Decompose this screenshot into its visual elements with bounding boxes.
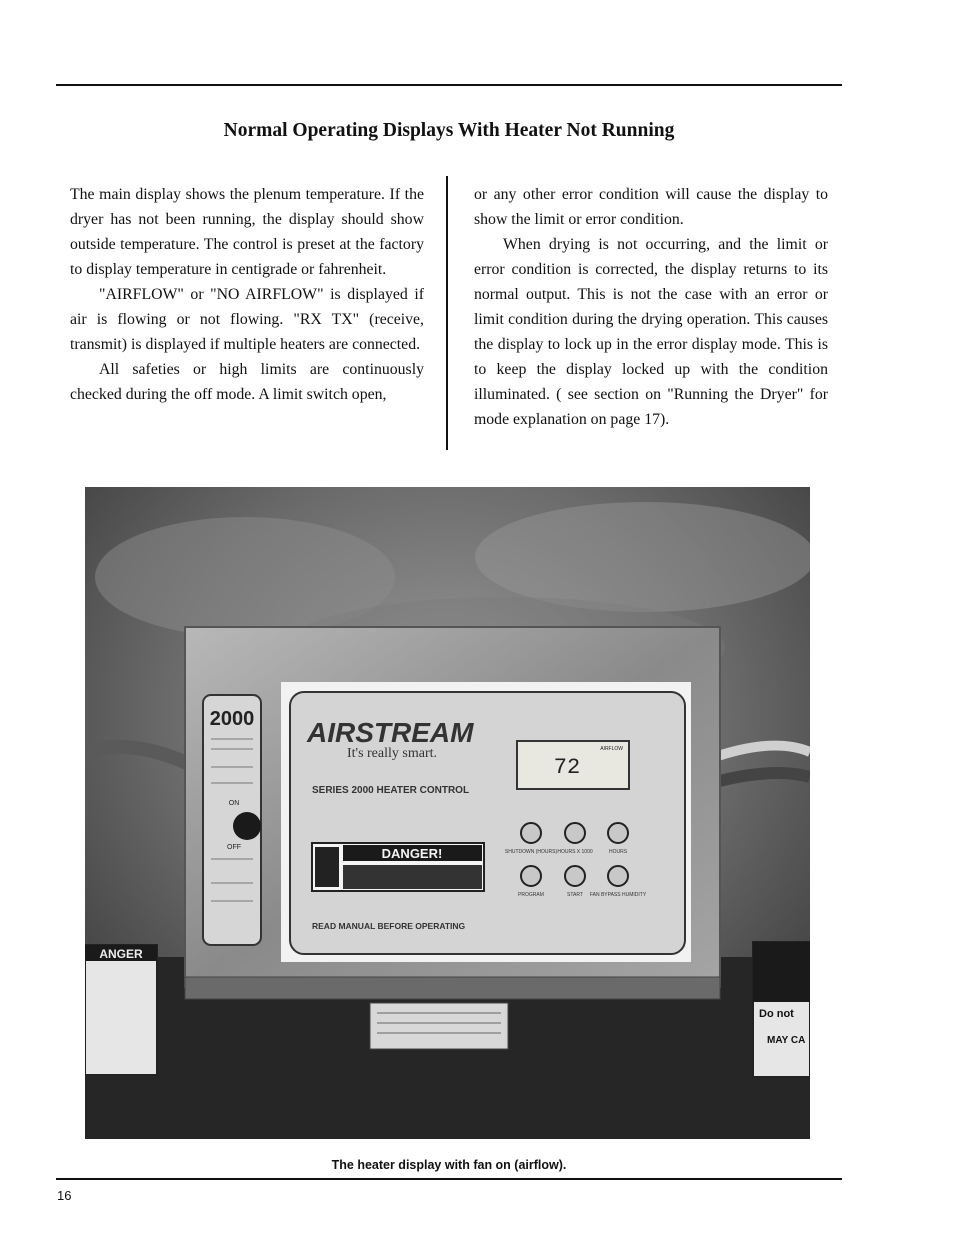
button-label: FAN BYPASS HUMIDITY (589, 892, 647, 898)
left-sign-heading: ANGER (99, 947, 143, 961)
read-manual-label: READ MANUAL BEFORE OPERATING (312, 921, 466, 931)
right-sign-text: Do not (759, 1008, 794, 1020)
left-warning-sign (85, 945, 157, 1075)
shutdown-button[interactable] (521, 823, 541, 843)
model-plate (370, 1003, 508, 1049)
right-column (474, 182, 828, 432)
paragraph: All safeties or high limits are continuously checked during the off mode. A limit switch open, (70, 361, 424, 403)
brand-slogan: It's really smart. (347, 746, 437, 761)
button-label: HOURS X 1000 (557, 849, 593, 855)
top-rule (56, 84, 842, 86)
lcd-temperature: 72 (553, 755, 581, 780)
paragraph: The main display shows the plenum temperature. If the dryer has not been running, the display should show outside temperature. The control is preset at the factory to display temperature in centigrade or fahrenheit. (70, 186, 424, 278)
start-button[interactable] (565, 866, 585, 886)
paragraph: When drying is not occurring, and the limit or error condition is corrected, the display returns to its normal output. This is not the case with an error or limit condition during the drying operation. This causes the display to lock up in the error display mode. This is to keep the display locked up with the condition illuminated. ( see section on "Running the Dryer" for mode explanation on page 17). (474, 236, 828, 428)
switch-off-label: OFF (227, 844, 241, 851)
column-divider (446, 176, 448, 450)
page-title: Normal Operating Displays With Heater Not Running (223, 120, 675, 141)
danger-title: DANGER! (381, 846, 443, 861)
button-label: PROGRAM (518, 892, 544, 898)
right-sign-text-2: MAY CA (767, 1035, 806, 1046)
brand-logo: AIRSTREAM (307, 717, 474, 748)
button-label: START (567, 892, 583, 898)
fan-bypass-button[interactable] (608, 866, 628, 886)
paragraph: "AIRFLOW" or "NO AIRFLOW" is displayed if air is flowing or not flowing. "RX TX" (receive, transmit) is displayed if multiple heaters are connected. (70, 286, 424, 353)
hand-hazard-icon (315, 847, 339, 887)
program-button[interactable] (521, 866, 541, 886)
heater-control-photo (85, 487, 810, 1139)
left-column (70, 182, 424, 407)
button-label: HOURS (608, 849, 628, 855)
hours-x1000-button[interactable] (565, 823, 585, 843)
bottom-rule (56, 1178, 842, 1180)
photo-caption: The heater display with fan on (airflow). (331, 1158, 567, 1172)
page-number: 16 (57, 1188, 72, 1203)
side-panel-label: 2000 (209, 708, 255, 730)
switch-on-label: ON (228, 800, 240, 807)
lcd-airflow-indicator: AIRFLOW (600, 746, 623, 752)
series-label: SERIES 2000 HEATER CONTROL (312, 785, 470, 796)
paragraph: or any other error condition will cause the display to show the limit or error condition. (474, 186, 828, 228)
hours-button[interactable] (608, 823, 628, 843)
toggle-switch[interactable] (233, 812, 261, 840)
button-label: SHUTDOWN (HOURS) (504, 849, 558, 855)
